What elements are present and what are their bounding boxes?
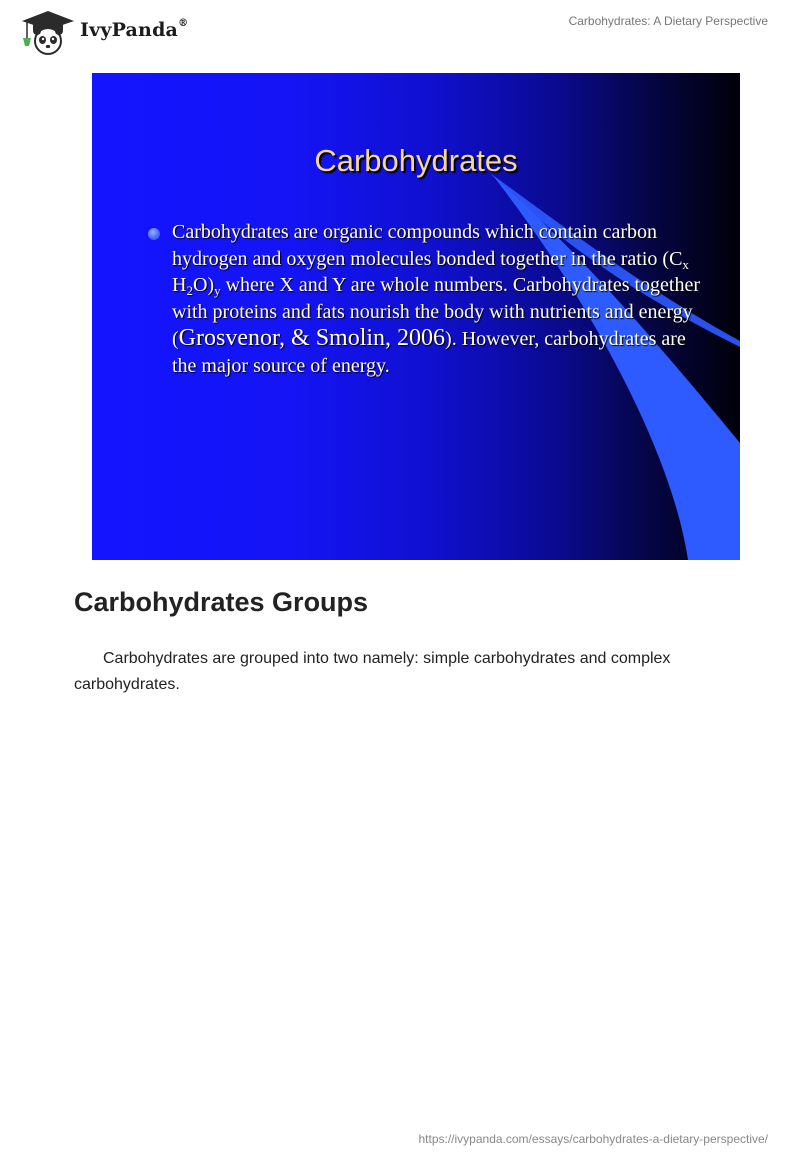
slide-text-part: Carbohydrates are organic compounds which contain carbon hydrogen and oxygen molecules bonded together in the ratio (C	[172, 221, 683, 270]
panda-graduation-cap-logo-icon[interactable]	[14, 8, 78, 56]
slide-image	[92, 73, 740, 560]
slide-text-part: ). However, carbohydrates are the major source of energy.	[172, 328, 686, 377]
section-paragraph: Carbohydrates are grouped into two namely: simple carbohydrates and complex carbohydrates.	[74, 650, 671, 693]
slide-bullet-text	[172, 219, 712, 379]
slide-text-part: H	[172, 274, 187, 296]
footer-source-url[interactable]: https://ivypanda.com/essays/carbohydrates-a-dietary-perspective/	[418, 1132, 768, 1146]
brand-name[interactable]	[80, 19, 188, 41]
subscript-y: y	[214, 283, 221, 298]
slide-citation: Grosvenor, & Smolin, 2006	[178, 325, 446, 351]
slide-text-part: where X and Y are whole numbers. Carbohydrates together with proteins and fats nourish the body with nutrients and energy (	[172, 274, 701, 350]
section-heading: Carbohydrates Groups	[74, 587, 369, 617]
document-title: Carbohydrates: A Dietary Perspective	[568, 14, 768, 28]
brand-name-text: IvyPanda	[80, 19, 179, 41]
slide-text-part: O)	[192, 274, 215, 296]
bullet-icon	[148, 228, 160, 240]
page-header	[0, 0, 800, 60]
subscript-x: x	[682, 256, 689, 272]
subscript-2: 2	[186, 283, 193, 298]
registered-mark: ®	[178, 17, 189, 29]
slide-title: Carbohydrates	[314, 143, 518, 178]
